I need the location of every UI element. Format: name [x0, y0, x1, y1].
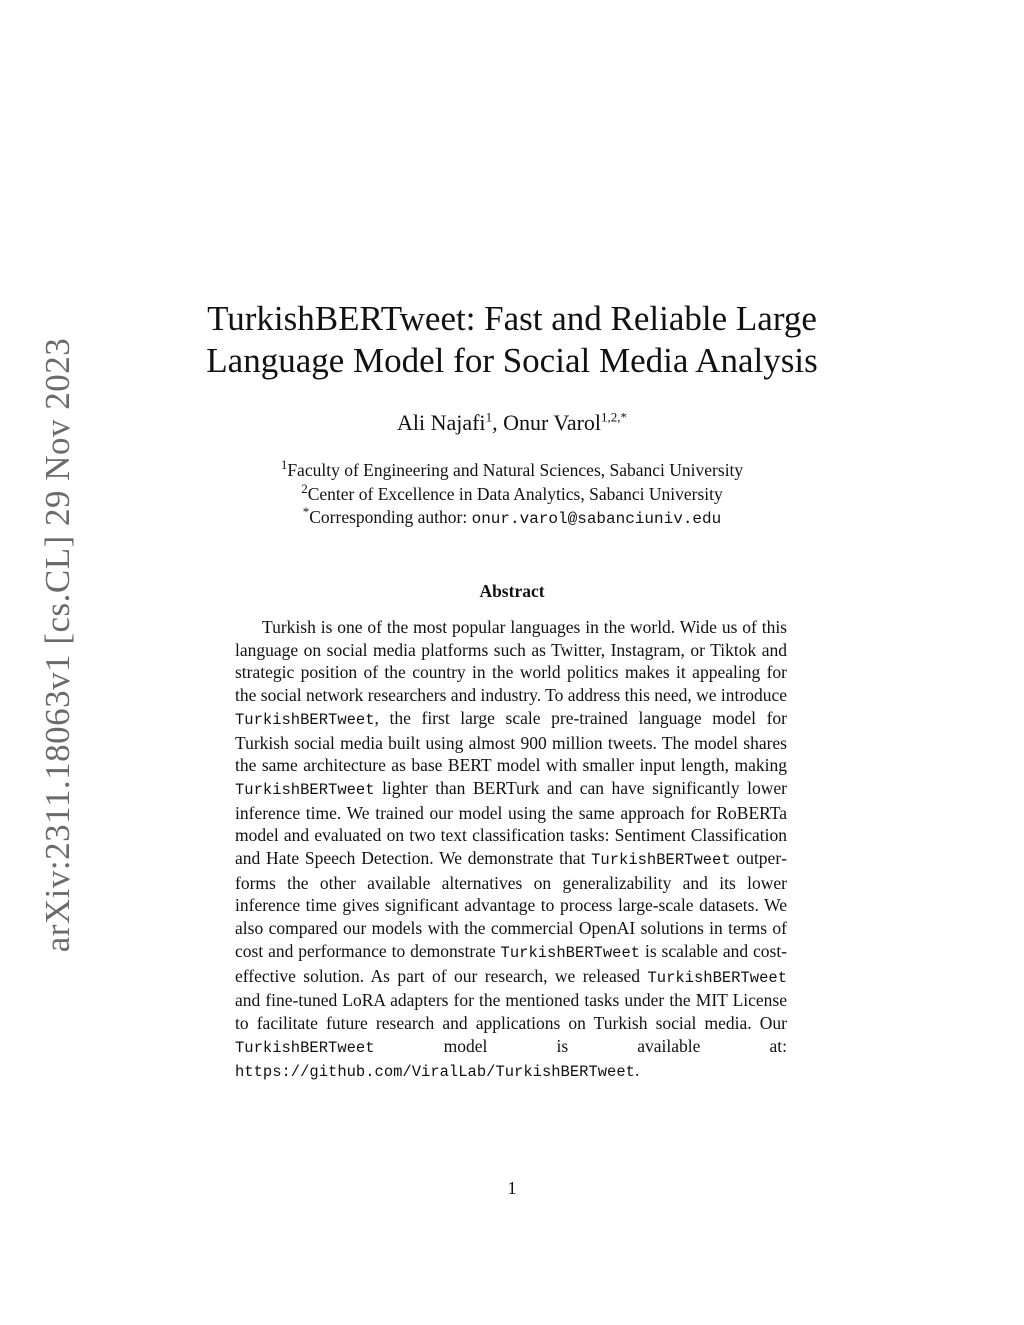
affiliation-1 — [0, 459, 1024, 483]
affiliations — [0, 459, 1024, 532]
arxiv-identifier: arXiv:2311.18063v1 [cs.CL] 29 Nov 2023 — [38, 337, 77, 953]
model-name: TurkishBERTweet — [235, 710, 375, 729]
abstract-text-segment: outperforms the other available alternatives on generalizability and its lower inference time gives significant advantage to process large-scale datasets. We also compared our models with the commercial OpenAI solutions in terms of cost and performance to demonstrate — [235, 848, 787, 961]
title-line-2: Language Model for Social Media Analysis — [206, 341, 818, 380]
model-name: TurkishBERTweet — [235, 1038, 375, 1057]
abstract-text-segment: lighter than BERTurk and can have significantly lower inference time. We trained our model using the same approach for RoBERTa model and evaluated on two text classification tasks: Sentiment Classification and Hate Speech Detection. We demonstrate that — [235, 777, 787, 869]
abstract-text-segment: , the first large scale pre-trained language model for Turkish social media built using almost 900 million tweets. The model shares the same architecture as base BERT model with smaller input length, making — [235, 707, 787, 776]
abstract-text-segment: is scalable and cost-effective solution. As part of our research, we released — [235, 940, 788, 986]
abstract-text-segment: and fine-tuned LoRA adapters for the mentioned tasks under the MIT License to facilitate future research and applications on Turkish social media. Our — [235, 990, 787, 1033]
model-name: TurkishBERTweet — [591, 851, 731, 870]
abstract-text-segment: model is available at: — [374, 1035, 787, 1056]
model-name: TurkishBERTweet — [647, 968, 787, 987]
paper-title — [0, 298, 1024, 382]
affiliation-mark: 2 — [301, 480, 308, 496]
affiliation-2 — [0, 480, 1024, 507]
author-affiliation-mark: 1,2,* — [601, 409, 628, 425]
affiliation-text: Faculty of Engineering and Natural Sciences, Sabanci University — [287, 460, 744, 480]
repository-link[interactable]: https://github.com/ViralLab/TurkishBERTweet — [235, 1063, 635, 1082]
title-line-1: TurkishBERTweet: Fast and Reliable Large — [207, 299, 817, 338]
corresponding-mark: * — [302, 504, 310, 520]
abstract-heading: Abstract — [479, 581, 545, 601]
author-name: Ali Najafi — [396, 410, 486, 435]
page-number: 1 — [507, 1178, 517, 1198]
affiliation-mark: 1 — [280, 457, 288, 473]
abstract-text — [235, 616, 787, 1084]
affiliation-text: Center of Excellence in Data Analytics, Sabanci University — [307, 483, 723, 504]
abstract-text-segment: . — [634, 1060, 640, 1081]
author-affiliation-mark: 1 — [485, 409, 493, 425]
author-name: Onur Varol — [503, 410, 602, 435]
corresponding-label: Corresponding author: — [309, 507, 472, 527]
corresponding-email[interactable]: onur.varol@sabanciuniv.edu — [471, 510, 722, 528]
author-separator: , — [492, 410, 504, 435]
model-name: TurkishBERTweet — [235, 780, 375, 799]
corresponding-author — [0, 506, 1024, 532]
model-name: TurkishBERTweet — [500, 943, 641, 962]
author-list — [0, 408, 1024, 438]
abstract-text-segment: Turkish is one of the most popular languages in the world. Wide us of this language on social media platforms such as Twitter, Instagram, or Tiktok and strategic position of the country in the world politics makes it appealing for the social network researchers and industry. To address this need, we introduce — [235, 617, 787, 706]
